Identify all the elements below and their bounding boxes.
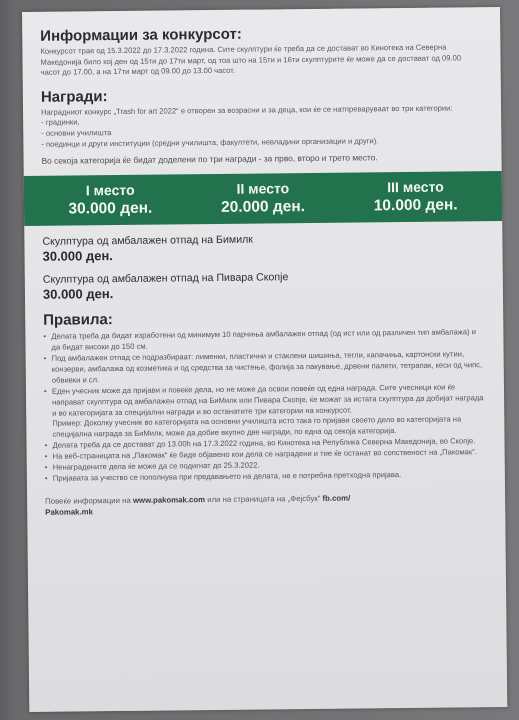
footer-middle: или на страницата на „Фејсбук“ (204, 493, 323, 504)
bullet-icon: • (44, 462, 48, 472)
special-award-amount: 30.000 ден. (42, 248, 113, 264)
prize-banner (24, 171, 502, 226)
prize-amount: 30.000 ден. (68, 199, 153, 218)
prize-amount: 20.000 ден. (221, 197, 306, 216)
flyer-sheet (22, 7, 507, 712)
prize-third (373, 178, 457, 216)
prize-second (221, 180, 305, 218)
footer-info (45, 492, 485, 518)
rule-text: Еден учесник може да пријави и повеќе дела, но не може да освои повеќе од една награда. Сите учесници кои ќе направат скулптура од амбалажен отпад на БиМилк или Пивара Скопје, ќе можат за истата скулптура да добијат награда и во категоријата за специјални награди и во останатите три категории на конкурсот. (51, 382, 484, 418)
prize-place: II место (236, 179, 290, 197)
rules-list (43, 327, 485, 484)
prize-place: I место (85, 181, 135, 198)
rule-item (44, 349, 484, 386)
rule-text: Делата треба да бидат изработени од минимум 10 парчиња амбалажен отпад (од ист или од различен тип амбалажа) и да бидат високи до 150 см. (51, 327, 477, 352)
facebook-link[interactable]: fb.com/ (322, 493, 351, 503)
prize-amount: 10.000 ден. (373, 196, 458, 214)
rule-text: Ненаградените дела ќе може да се подигнат до 25.3.2022. (52, 460, 260, 472)
bullet-icon: • (43, 353, 47, 363)
facebook-page-link[interactable]: Pakomak.mk (45, 506, 93, 517)
awards-section (41, 84, 483, 302)
per-category-text: Во секоја категорија ќе бидат доделени по три награди - за прво, второ и трето место. (41, 152, 378, 166)
category-item: - поединци и други институции (средни училишта, факултети, невладини организации и други). (41, 135, 379, 149)
contest-info-section (40, 23, 481, 78)
footer-prefix: Повеќе информации на (45, 495, 134, 506)
awards-intro: Наградниот конкурс „Trash for art 2022“ е отворен за возрасни и за деца, кои ќе се натпреваруваат во три категории: (41, 103, 453, 117)
rule-text: Под амбалажен отпад се подразбираат: лименки, пластични и стаклени шишиња, тегли, капачиња, картонски кутии, конзерви, амбалажа од козметика и од средства за чистење, фолија за пакување, дрвени палети, тетрапак, кеси од чипс, обвивки и сл. (51, 349, 483, 385)
awards-title: Награди: (40, 87, 108, 106)
category-list (41, 114, 481, 150)
rules-title: Правила: (43, 311, 113, 329)
special-award-amount: 30.000 ден. (42, 286, 114, 302)
bullet-icon: • (44, 473, 48, 483)
rules-section (43, 307, 485, 484)
contest-info-text: Конкурсот трае од 15.3.2022 до 17.3.2022 година. Сите скулптури ќе треба да се достават во Кинотека на Северна Македонија било кој ден од 15ти до 17ти март, од тоа што на 15ти и 16ти скулптурите ќе може да се достават од 09.00 часот до 17.00, а на 17ти март од 09.00 до 13.00 часот. (40, 42, 462, 77)
prize-place: III место (387, 178, 444, 195)
bullet-icon: • (43, 331, 47, 341)
prize-first (68, 181, 152, 219)
rule-text: Пример: Доколку учесник во категоријата на основни училишта исто така го пријави своето дело во категоријата на специјална награда за БиМилк, може да добие вкупно две награди, по една од секоја категорија. (52, 414, 462, 440)
rule-text: Пријавата за учество се пополнува при предавањето на делата, не е потребна претходна пријава. (52, 469, 402, 483)
website-link[interactable]: www.pakomak.com (132, 494, 206, 505)
bullet-icon: • (43, 386, 47, 396)
contest-info-title: Информации за конкурсот: (40, 25, 242, 45)
special-award-name: Скулптура од амбалажен отпад на Пивара Скопје (42, 271, 289, 286)
special-award-name: Скулптура од амбалажен отпад на Бимилк (42, 233, 253, 248)
bullet-icon: • (44, 451, 48, 461)
rule-item (44, 382, 484, 419)
category-item: - градинки, (41, 117, 80, 128)
special-award-bimilk (42, 231, 482, 264)
special-award-pivara (43, 269, 483, 302)
rule-text: На веб-страницата на „Пакомак“ ќе биде објавено кои дела се наградени и тие ќе останат во сопственост на „Пакомак“. (52, 447, 477, 461)
rule-text: Делата треба да се достават до 13.00h на 17.3.2022 година, во Кинотека на Република Северна Македонија, во Скопје. (52, 436, 476, 450)
category-item: - основни училишта (41, 128, 112, 138)
bullet-icon: • (44, 440, 48, 451)
